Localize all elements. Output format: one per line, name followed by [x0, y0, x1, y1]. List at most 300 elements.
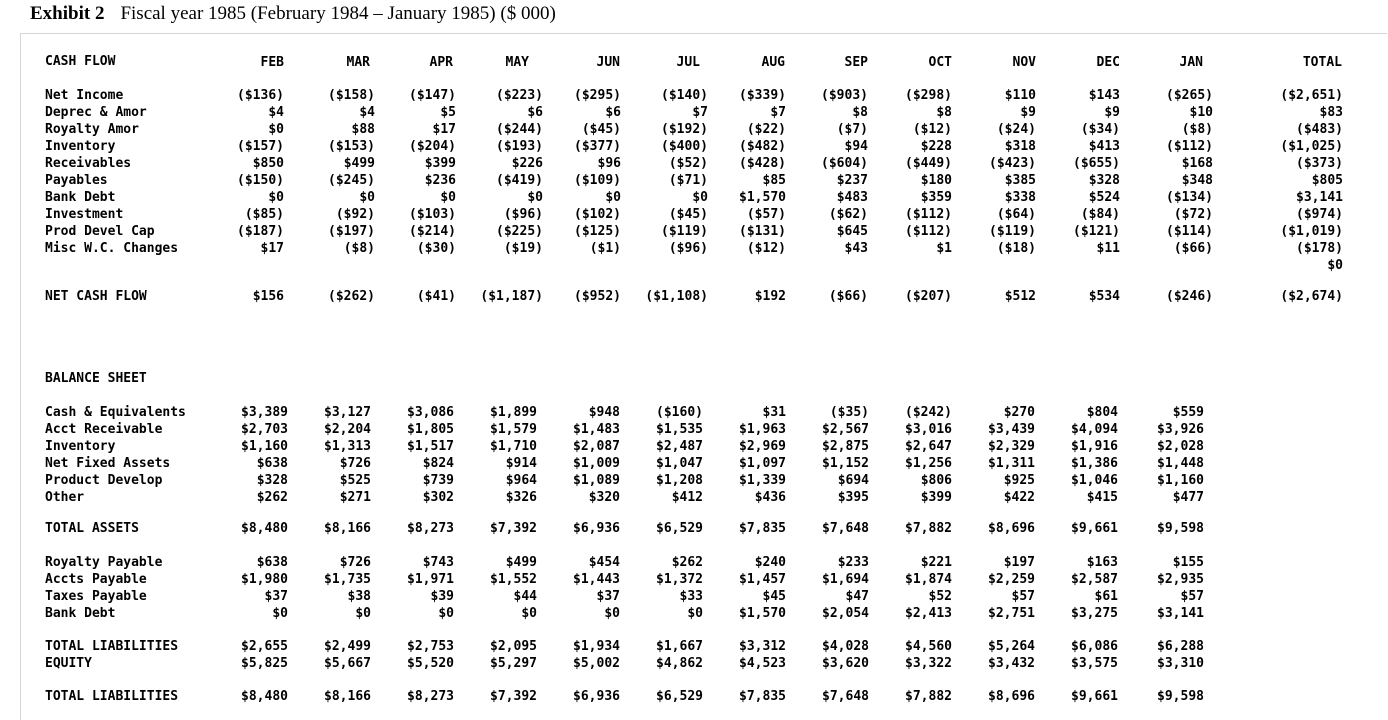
- cell: $1,160: [1157, 473, 1204, 488]
- cell: $2,567: [822, 422, 869, 437]
- cell: $240: [754, 555, 786, 570]
- cell: ($903): [821, 88, 868, 103]
- row-label: TOTAL ASSETS: [45, 521, 139, 536]
- cell: ($35): [829, 405, 869, 420]
- cell: ($339): [739, 88, 786, 103]
- cell: $805: [1311, 173, 1343, 188]
- cell: $8,166: [324, 521, 371, 536]
- cell: $8: [852, 105, 868, 120]
- cell: $3,310: [1157, 656, 1204, 671]
- cell: ($423): [989, 156, 1036, 171]
- cell: ($1,019): [1280, 224, 1343, 239]
- row-label: Misc W.C. Changes: [45, 241, 179, 256]
- cell: ($96): [503, 207, 543, 222]
- cell: $6,086: [1071, 639, 1118, 654]
- cell: $559: [1172, 405, 1204, 420]
- cell: $914: [505, 456, 537, 471]
- cell: $645: [836, 224, 868, 239]
- cell: ($483): [1296, 122, 1343, 137]
- cell: ($41): [416, 289, 456, 304]
- cell: $1,735: [324, 572, 371, 587]
- cell: $6: [605, 105, 621, 120]
- cell: $4: [359, 105, 375, 120]
- cell: ($62): [828, 207, 868, 222]
- cell: $33: [679, 589, 703, 604]
- cell: $0: [604, 606, 620, 621]
- cell: $2,329: [988, 439, 1035, 454]
- cell: $8,696: [988, 689, 1035, 704]
- cell: $1,710: [490, 439, 537, 454]
- cell: ($604): [821, 156, 868, 171]
- row-label: Acct Receivable: [45, 422, 163, 437]
- row-label: Bank Debt: [45, 190, 116, 205]
- cell: ($242): [905, 405, 952, 420]
- cell: $2,499: [324, 639, 371, 654]
- cell: ($103): [409, 207, 456, 222]
- cell: ($8): [1181, 122, 1213, 137]
- cell: $8,166: [324, 689, 371, 704]
- cell: ($85): [244, 207, 284, 222]
- cell: $726: [339, 456, 371, 471]
- cell: $237: [836, 173, 868, 188]
- cell: $9: [1020, 105, 1036, 120]
- cell: $1,089: [573, 473, 620, 488]
- cell: $1,386: [1071, 456, 1118, 471]
- cell: ($119): [661, 224, 708, 239]
- cell: ($12): [912, 122, 952, 137]
- cell: $0: [521, 606, 537, 621]
- cell: $83: [1319, 105, 1343, 120]
- cell: $359: [920, 190, 952, 205]
- cell: FEB: [260, 55, 284, 70]
- row-label: NET CASH FLOW: [45, 289, 147, 304]
- cell: $3,322: [905, 656, 952, 671]
- cell: ($66): [1173, 241, 1213, 256]
- cell: $0: [605, 190, 621, 205]
- row-label: Inventory: [45, 139, 116, 154]
- cell: $10: [1189, 105, 1213, 120]
- cell: $2,259: [988, 572, 1035, 587]
- cell: ($197): [328, 224, 375, 239]
- cell: $2,875: [822, 439, 869, 454]
- cell: ($102): [574, 207, 621, 222]
- row-label: Investment: [45, 207, 124, 222]
- cell: DEC: [1096, 55, 1120, 70]
- cell: ($223): [496, 88, 543, 103]
- cell: $2,751: [988, 606, 1035, 621]
- cell: $2,087: [573, 439, 620, 454]
- cell: $1,483: [573, 422, 620, 437]
- cell: $338: [1004, 190, 1036, 205]
- cell: $155: [1172, 555, 1204, 570]
- cell: $1,160: [241, 439, 288, 454]
- cell: $348: [1181, 173, 1213, 188]
- cell: $5,264: [988, 639, 1035, 654]
- row-label: Prod Devel Cap: [45, 224, 155, 239]
- cell: $1,457: [739, 572, 786, 587]
- row-label: Accts Payable: [45, 572, 147, 587]
- cell: $8,273: [407, 521, 454, 536]
- cell: TOTAL: [1302, 55, 1342, 70]
- cell: $3,432: [988, 656, 1035, 671]
- cell: $221: [920, 555, 952, 570]
- cell: $2,028: [1157, 439, 1204, 454]
- cell: $302: [422, 490, 454, 505]
- cell: ($96): [668, 241, 708, 256]
- cell: $5,297: [490, 656, 537, 671]
- cell: $180: [920, 173, 952, 188]
- cell: $233: [837, 555, 869, 570]
- cell: $85: [762, 173, 786, 188]
- cell: $192: [754, 289, 786, 304]
- cell: $262: [671, 555, 703, 570]
- cell: $1,963: [739, 422, 786, 437]
- cell: $31: [762, 405, 786, 420]
- cell: $1,579: [490, 422, 537, 437]
- cell: $1,009: [573, 456, 620, 471]
- cell: ($245): [328, 173, 375, 188]
- cell: $743: [422, 555, 454, 570]
- row-label: Cash & Equivalents: [45, 405, 186, 420]
- cell: $1,339: [739, 473, 786, 488]
- cell: $399: [424, 156, 456, 171]
- cell: $3,575: [1071, 656, 1118, 671]
- cell: $1,517: [407, 439, 454, 454]
- cell: ($30): [416, 241, 456, 256]
- cell: $499: [343, 156, 375, 171]
- row-label: EQUITY: [45, 656, 92, 671]
- cell: ($112): [905, 207, 952, 222]
- cell: $385: [1004, 173, 1036, 188]
- cell: $0: [440, 190, 456, 205]
- cell: $1,694: [822, 572, 869, 587]
- cell: ($18): [996, 241, 1036, 256]
- cell: $1,667: [656, 639, 703, 654]
- cell: ($244): [496, 122, 543, 137]
- row-label: Other: [45, 490, 85, 505]
- cell: $415: [1086, 490, 1118, 505]
- cell: $1: [936, 241, 952, 256]
- cell: $524: [1088, 190, 1120, 205]
- cell: $6,288: [1157, 639, 1204, 654]
- cell: ($52): [668, 156, 708, 171]
- cell: $5,667: [324, 656, 371, 671]
- cell: $477: [1172, 490, 1204, 505]
- cell: $739: [422, 473, 454, 488]
- cell: ($160): [656, 405, 703, 420]
- cell: $6,936: [573, 689, 620, 704]
- cell: ($150): [237, 173, 284, 188]
- cell: $110: [1004, 88, 1036, 103]
- cell: ($112): [905, 224, 952, 239]
- cell: $0: [272, 606, 288, 621]
- cell: ($373): [1296, 156, 1343, 171]
- cell: $3,620: [822, 656, 869, 671]
- cell: $8: [936, 105, 952, 120]
- cell: $0: [692, 190, 708, 205]
- cell: NOV: [1012, 55, 1036, 70]
- cell: $525: [339, 473, 371, 488]
- cell: $1,874: [905, 572, 952, 587]
- cell: ($1,025): [1280, 139, 1343, 154]
- cell: ($114): [1166, 224, 1213, 239]
- cell: $7,882: [905, 689, 952, 704]
- balance-sheet-heading: BALANCE SHEET: [45, 371, 147, 386]
- cell: ($136): [237, 88, 284, 103]
- cell: ($1,187): [480, 289, 543, 304]
- cell: ($952): [574, 289, 621, 304]
- cell: $2,753: [407, 639, 454, 654]
- cell: $197: [1003, 555, 1035, 570]
- cell: $413: [1088, 139, 1120, 154]
- cell: $1,448: [1157, 456, 1204, 471]
- cell: $850: [252, 156, 284, 171]
- cell: $39: [430, 589, 454, 604]
- cell: ($214): [409, 224, 456, 239]
- cell: $326: [505, 490, 537, 505]
- cell: $226: [511, 156, 543, 171]
- cell: ($2,674): [1280, 289, 1343, 304]
- cell: $5,825: [241, 656, 288, 671]
- cell: $4,028: [822, 639, 869, 654]
- cell: ($262): [328, 289, 375, 304]
- cell: $2,969: [739, 439, 786, 454]
- cell: $2,655: [241, 639, 288, 654]
- cell: $4: [268, 105, 284, 120]
- cell: $6: [527, 105, 543, 120]
- cell: $8,696: [988, 521, 1035, 536]
- cell: ($121): [1073, 224, 1120, 239]
- cell: $0: [268, 190, 284, 205]
- cell: $2,587: [1071, 572, 1118, 587]
- row-label: Deprec & Amor: [45, 105, 147, 120]
- cell: $2,095: [490, 639, 537, 654]
- cell: ($192): [661, 122, 708, 137]
- cell: JUL: [676, 55, 700, 70]
- cell: $4,560: [905, 639, 952, 654]
- cell: $1,313: [324, 439, 371, 454]
- cell: ($34): [1080, 122, 1120, 137]
- cell: ($71): [668, 173, 708, 188]
- cell: $1,535: [656, 422, 703, 437]
- cell: $5,520: [407, 656, 454, 671]
- cell: $638: [256, 456, 288, 471]
- row-label: TOTAL LIABILITIES: [45, 689, 179, 704]
- cell: ($265): [1166, 88, 1213, 103]
- cell: $1,899: [490, 405, 537, 420]
- cell: $52: [928, 589, 952, 604]
- cell: ($147): [409, 88, 456, 103]
- cell: $1,443: [573, 572, 620, 587]
- cell: $3,439: [988, 422, 1035, 437]
- cell: $3,127: [324, 405, 371, 420]
- cell: ($66): [828, 289, 868, 304]
- cell: ($119): [989, 224, 1036, 239]
- cell: $454: [588, 555, 620, 570]
- cell: ($298): [905, 88, 952, 103]
- cell: $499: [505, 555, 537, 570]
- exhibit-title: Fiscal year 1985 (February 1984 – January 1985) ($ 000): [120, 3, 556, 24]
- cell: $44: [513, 589, 537, 604]
- cell: $3,086: [407, 405, 454, 420]
- cell: $948: [588, 405, 620, 420]
- cell: $3,016: [905, 422, 952, 437]
- cell: $5: [440, 105, 456, 120]
- cell: $156: [252, 289, 284, 304]
- cell: $96: [597, 156, 621, 171]
- cell: ($24): [996, 122, 1036, 137]
- cell: $8,273: [407, 689, 454, 704]
- row-label: Taxes Payable: [45, 589, 147, 604]
- cell: ($449): [905, 156, 952, 171]
- cell: $2,054: [822, 606, 869, 621]
- cell: $925: [1003, 473, 1035, 488]
- cell: $271: [339, 490, 371, 505]
- cell: $1,046: [1071, 473, 1118, 488]
- cell: $37: [264, 589, 288, 604]
- cell: $0: [527, 190, 543, 205]
- cell: $3,389: [241, 405, 288, 420]
- cell: ($158): [328, 88, 375, 103]
- cell: ($225): [496, 224, 543, 239]
- cell: $1,552: [490, 572, 537, 587]
- cell: ($45): [581, 122, 621, 137]
- cell: ($655): [1073, 156, 1120, 171]
- cell: $270: [1003, 405, 1035, 420]
- cell: $57: [1011, 589, 1035, 604]
- cell: $2,703: [241, 422, 288, 437]
- cell: $262: [256, 490, 288, 505]
- cell: ($974): [1296, 207, 1343, 222]
- cell: $804: [1086, 405, 1118, 420]
- cell: MAY: [505, 55, 529, 70]
- cell: ($112): [1166, 139, 1213, 154]
- cell: $412: [671, 490, 703, 505]
- cell: $17: [432, 122, 456, 137]
- cell: $6,529: [656, 689, 703, 704]
- cell: $1,934: [573, 639, 620, 654]
- cell: $328: [256, 473, 288, 488]
- cell: $2,935: [1157, 572, 1204, 587]
- cell: JUN: [596, 55, 620, 70]
- exhibit-number: Exhibit 2: [30, 3, 105, 24]
- cell: ($295): [574, 88, 621, 103]
- cell: $9,598: [1157, 521, 1204, 536]
- cell: $2,204: [324, 422, 371, 437]
- cell: $0: [355, 606, 371, 621]
- cell: APR: [429, 55, 453, 70]
- cell: ($204): [409, 139, 456, 154]
- cell: $1,208: [656, 473, 703, 488]
- cell: AUG: [761, 55, 785, 70]
- cell: ($125): [574, 224, 621, 239]
- cell: $7,392: [490, 689, 537, 704]
- cell: $5,002: [573, 656, 620, 671]
- cell: $7,835: [739, 521, 786, 536]
- cell: ($377): [574, 139, 621, 154]
- cell: $9,661: [1071, 689, 1118, 704]
- cell: $964: [505, 473, 537, 488]
- cell: $0: [1327, 258, 1343, 273]
- cell: $4,094: [1071, 422, 1118, 437]
- cell: $4,862: [656, 656, 703, 671]
- cell: $7: [692, 105, 708, 120]
- cell: $3,926: [1157, 422, 1204, 437]
- cell: $1,971: [407, 572, 454, 587]
- row-label: Royalty Payable: [45, 555, 163, 570]
- cell: ($45): [668, 207, 708, 222]
- cell: $38: [347, 589, 371, 604]
- row-label: Royalty Amor: [45, 122, 139, 137]
- cell: ($400): [661, 139, 708, 154]
- cell: $4,523: [739, 656, 786, 671]
- cell: $2,487: [656, 439, 703, 454]
- cell: $0: [438, 606, 454, 621]
- cell: ($178): [1296, 241, 1343, 256]
- cell: ($19): [503, 241, 543, 256]
- cell: ($1): [589, 241, 621, 256]
- row-label: Net Income: [45, 88, 124, 103]
- cell: $1,980: [241, 572, 288, 587]
- cell: $806: [920, 473, 952, 488]
- cell: $395: [837, 490, 869, 505]
- cell: $320: [588, 490, 620, 505]
- cell: $638: [256, 555, 288, 570]
- cell: ($22): [746, 122, 786, 137]
- cell: $726: [339, 555, 371, 570]
- cell: $0: [359, 190, 375, 205]
- cell: $37: [596, 589, 620, 604]
- cell: ($207): [905, 289, 952, 304]
- cell: MAR: [346, 55, 370, 70]
- cell: SEP: [844, 55, 868, 70]
- cell: JAN: [1179, 55, 1203, 70]
- cell: $1,097: [739, 456, 786, 471]
- cell: $694: [837, 473, 869, 488]
- cell: $483: [836, 190, 868, 205]
- cell: $57: [1180, 589, 1204, 604]
- cell: ($482): [739, 139, 786, 154]
- cell: ($131): [739, 224, 786, 239]
- cell: ($193): [496, 139, 543, 154]
- cell: $534: [1088, 289, 1120, 304]
- cell: $228: [920, 139, 952, 154]
- row-label: Inventory: [45, 439, 116, 454]
- cell: ($64): [996, 207, 1036, 222]
- cell: $3,275: [1071, 606, 1118, 621]
- cell: $436: [754, 490, 786, 505]
- cell: ($8): [343, 241, 375, 256]
- cell: $88: [351, 122, 375, 137]
- cell: $328: [1088, 173, 1120, 188]
- row-label: TOTAL LIABILITIES: [45, 639, 179, 654]
- row-label: Payables: [45, 173, 108, 188]
- cell: ($246): [1166, 289, 1213, 304]
- cell: $512: [1004, 289, 1036, 304]
- cell: ($7): [836, 122, 868, 137]
- cell: ($109): [574, 173, 621, 188]
- cell: $1,372: [656, 572, 703, 587]
- row-label: Bank Debt: [45, 606, 116, 621]
- cell: ($1,108): [645, 289, 708, 304]
- cell: $2,647: [905, 439, 952, 454]
- cell: $61: [1094, 589, 1118, 604]
- cell: ($134): [1166, 190, 1213, 205]
- cell: ($419): [496, 173, 543, 188]
- cell: $3,312: [739, 639, 786, 654]
- cell: ($2,651): [1280, 88, 1343, 103]
- cell: ($428): [739, 156, 786, 171]
